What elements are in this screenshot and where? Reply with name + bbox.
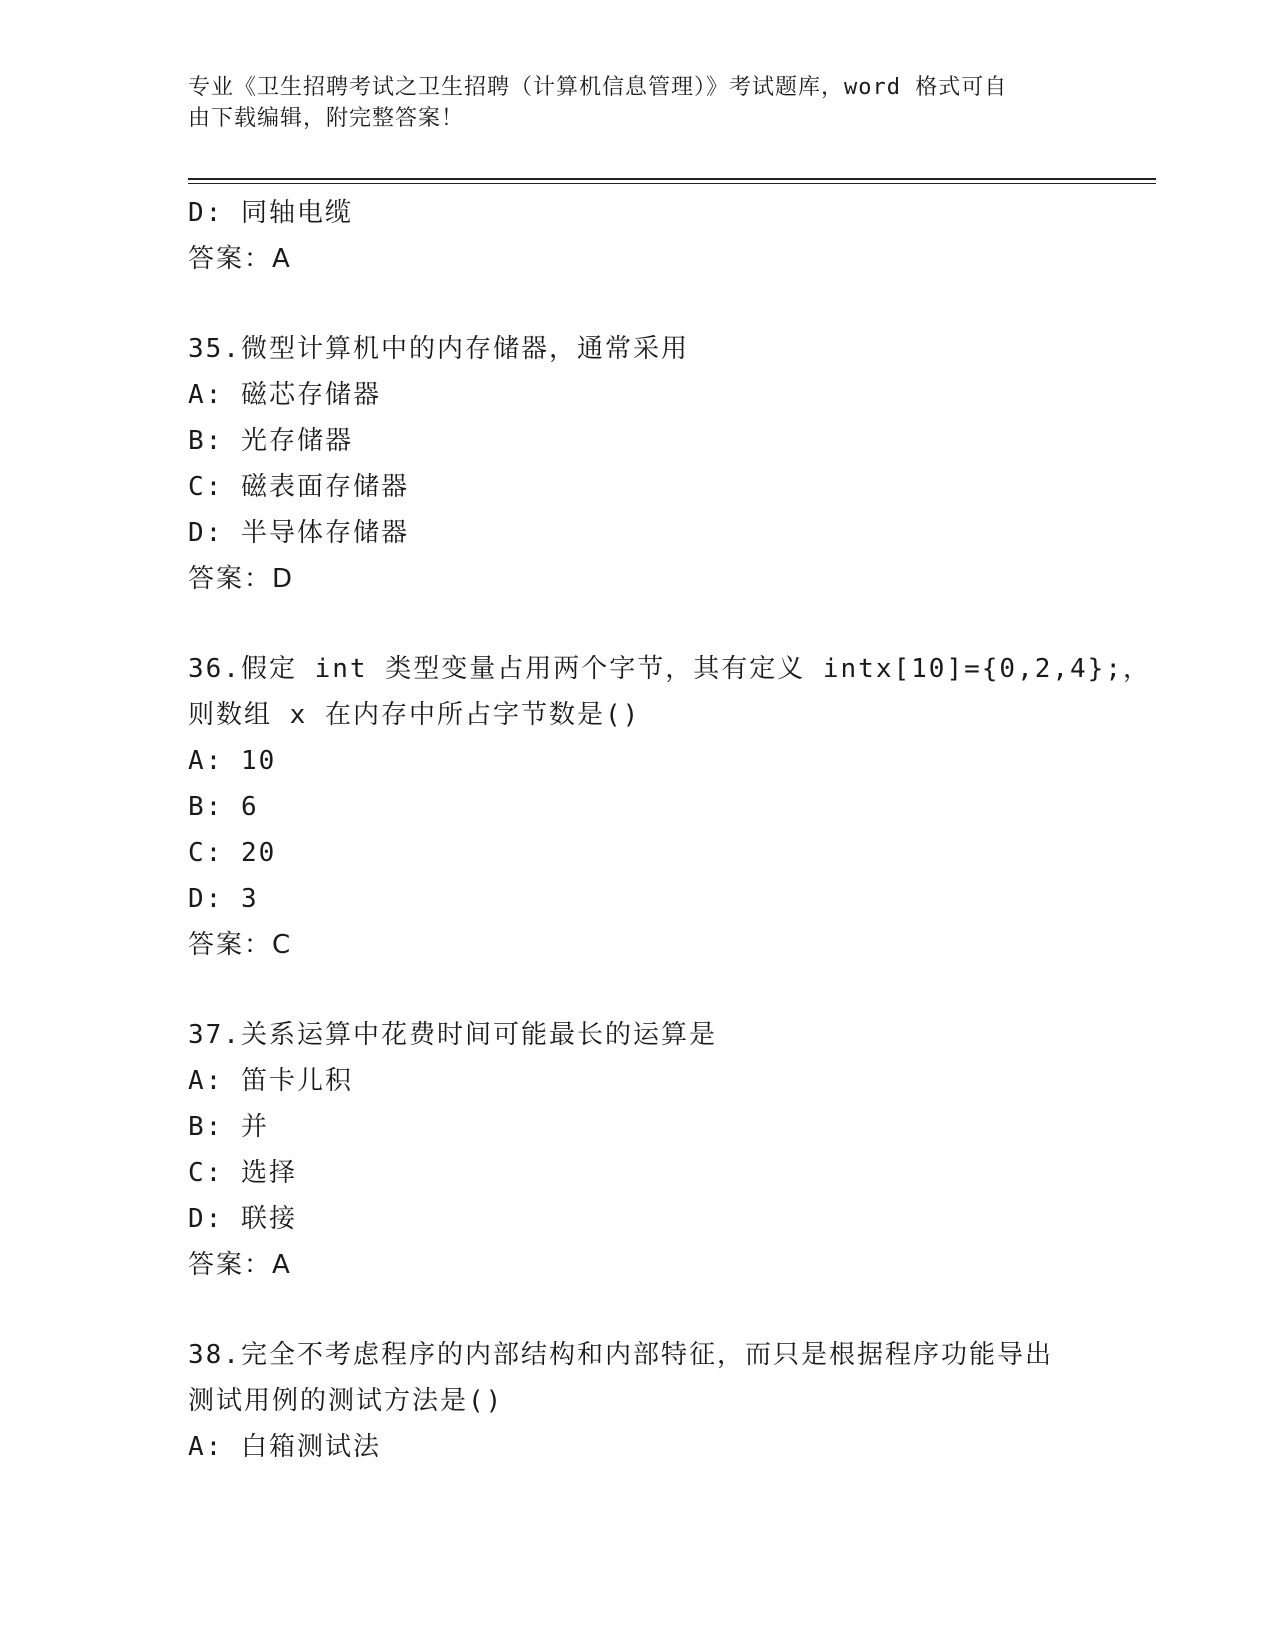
option-b: B: 并 bbox=[188, 1112, 269, 1142]
question-stem: 35.微型计算机中的内存储器，通常采用 bbox=[188, 334, 689, 364]
question-stem: 36.假定 int 类型变量占用两个字节，其有定义 intx[10]={0,2,4};， bbox=[188, 654, 1151, 684]
option-d: D: 联接 bbox=[188, 1204, 297, 1234]
document-header bbox=[188, 72, 1068, 134]
answer-line: 答案：A bbox=[188, 1250, 292, 1280]
question-37 bbox=[188, 1012, 1088, 1288]
option-b: B: 6 bbox=[188, 792, 259, 822]
question-stem: 38.完全不考虑程序的内部结构和内部特征，而只是根据程序功能导出 bbox=[188, 1340, 1053, 1370]
question-35 bbox=[188, 326, 1088, 602]
header-line-2: 由下载编辑，附完整答案！ bbox=[188, 106, 465, 131]
spacer bbox=[188, 602, 1088, 646]
spacer bbox=[188, 968, 1088, 1012]
option-a: A: 磁芯存储器 bbox=[188, 380, 381, 410]
option-c: C: 20 bbox=[188, 838, 277, 868]
question-stem-continued: 则数组 x 在内存中所占字节数是() bbox=[188, 700, 641, 730]
question-list bbox=[188, 190, 1151, 1470]
question-stem-continued: 测试用例的测试方法是() bbox=[188, 1386, 504, 1416]
option-a: A: 笛卡儿积 bbox=[188, 1066, 353, 1096]
header-line-1: 专业《卫生招聘考试之卫生招聘（计算机信息管理）》考试题库，word 格式可自 bbox=[188, 75, 1008, 100]
fragment-answer: 答案：A bbox=[188, 244, 292, 274]
question-stem: 37.关系运算中花费时间可能最长的运算是 bbox=[188, 1020, 717, 1050]
option-a: A: 10 bbox=[188, 746, 277, 776]
option-a: A: 白箱测试法 bbox=[188, 1432, 381, 1462]
question-38 bbox=[188, 1332, 1088, 1470]
answer-line: 答案：C bbox=[188, 930, 293, 960]
option-d: D: 3 bbox=[188, 884, 259, 914]
option-c: C: 磁表面存储器 bbox=[188, 472, 409, 502]
spacer bbox=[188, 1288, 1088, 1332]
option-c: C: 选择 bbox=[188, 1158, 297, 1188]
question-36 bbox=[188, 646, 1151, 968]
header-divider bbox=[188, 178, 1156, 184]
fragment-option-d: D: 同轴电缆 bbox=[188, 198, 353, 228]
spacer bbox=[188, 282, 1088, 326]
answer-line: 答案：D bbox=[188, 564, 295, 594]
option-b: B: 光存储器 bbox=[188, 426, 353, 456]
option-d: D: 半导体存储器 bbox=[188, 518, 409, 548]
